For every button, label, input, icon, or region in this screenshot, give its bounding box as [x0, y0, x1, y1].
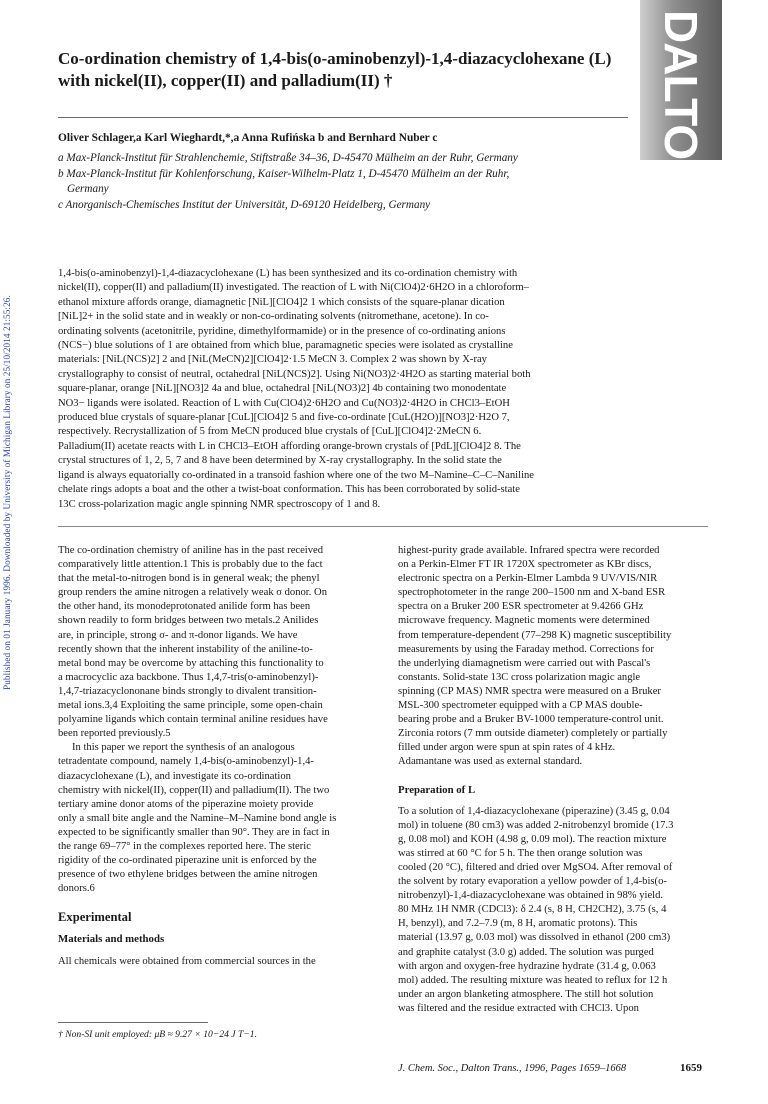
text-line: nitrobenzyl)-1,4-diazacyclohexane was obtained in 98% yield. [398, 890, 664, 902]
text-line: polyamine ligands which contain terminal aniline residues have [58, 714, 328, 726]
text-line: diazacyclohexane (L), and investigate its co-ordination [58, 770, 291, 782]
text-line: and graphite catalyst (3.0 g) added. The solution was purged [398, 946, 654, 958]
journal-tab [640, 0, 722, 192]
abstract-line: produced blue crystals of square-planar [CuL][ClO4]2 5 and five-co-ordinate [CuL(H2O)][NO3]2·H2O 7, [58, 412, 510, 424]
author-list: Oliver Schlager,a Karl Wieghardt,*,a Anna Rufińska b and Bernhard Nuber c [58, 132, 438, 144]
text-line: the underlying diamagnetism were carried out with Pascal's [398, 657, 651, 669]
text-line: MSL-300 spectrometer equipped with a CP MAS double- [398, 700, 643, 712]
abstract-line: ethanol mixture affords orange, diamagnetic [NiL][ClO4]2 1 which consists of the square-planar dication [58, 296, 505, 308]
affiliations [58, 151, 648, 213]
affiliation-line: a Max-Planck-Institut für Strahlenchemie, Stiftstraße 34–36, D-45470 Mülheim an der Ruhr, Germany [58, 152, 518, 164]
abstract-line: ordinating solvents (acetonitrile, pyridine, dimethylformamide) or in the presence of co-ordinating anions [58, 325, 506, 337]
abstract-line: 13C cross-polarization magic angle spinning NMR spectroscopy of 1 and 8. [58, 498, 381, 510]
journal-reference: J. Chem. Soc., Dalton Trans., 1996, Pages 1659–1668 [398, 1063, 627, 1074]
text-line: mol) added. The resulting mixture was heated to reflux for 12 h [398, 974, 668, 986]
abstract-line: ligand is always equatorially co-ordinated in a transoid fashion where one of the two M–Namine–C–C–Naniline [58, 469, 535, 481]
abstract-line: [NiL]2+ in the solid state and in weakly or non-co-ordinating solvents (nitromethane, acetone). In co- [58, 311, 489, 323]
abstract [58, 267, 708, 512]
abstract-line: (NCS−) blue solutions of 1 are obtained from which blue, paramagnetic species were isolated as crystalline [58, 340, 513, 352]
abstract-line: 1,4-bis(o-aminobenzyl)-1,4-diazacyclohexane (L) has been synthesized and its co-ordination chemistry with [58, 268, 518, 279]
abstract-line: materials: [NiL(NCS)2] 2 and [NiL(MeCN)2][ClO4]2·1.5 MeCN 3. Complex 2 was shown by X-ray [58, 354, 487, 366]
section-heading: Experimental [58, 910, 132, 925]
text-line: Zirconia rotors (7 mm outside diameter) completely or partially [398, 728, 668, 740]
text-line: electronic spectra on a Perkin-Elmer Lambda 9 UV/VIS/NIR [398, 573, 658, 585]
text-line: are, in principle, strong σ- and π-donor ligands. We have [58, 629, 298, 641]
text-line: metal bond may be overcome by attaching this functionality to [58, 657, 324, 669]
text-line: mol) in toluene (80 cm3) was added 2-nitrobenzyl bromide (17.3 [398, 819, 674, 831]
text-line: was stirred at 60 °C for 5 h. The then orange solution was [398, 847, 643, 859]
text-line: on a Perkin-Elmer FT IR 1720X spectrometer as KBr discs, [398, 559, 652, 571]
affiliation-line: c Anorganisch-Chemisches Institut der Universität, D-69120 Heidelberg, Germany [58, 198, 431, 211]
text-line: In this paper we report the synthesis of an analogous [72, 742, 295, 754]
subsection-heading: Materials and methods [58, 933, 165, 946]
text-line: measurements by using the Faraday method. Corrections for [398, 643, 654, 655]
affiliation-line: b Max-Planck-Institut für Kohlenforschung, Kaiser-Wilhelm-Platz 1, D-45470 Mülheim an der Ruhr, [58, 167, 510, 180]
text-line: H, benzyl), and 7.2–7.9 (m, 8 H, aromatic protons). This [398, 918, 638, 930]
abstract-line: square-planar, orange [NiL][NO3]2 4a and blue, octahedral [NiL(NO3)2] 4b containing two monodentate [58, 383, 507, 395]
text-line: rigidity of the co-ordinated piperazine unit is enforced by the [58, 855, 317, 867]
text-line: with argon and oxygen-free hydrazine hydrate (31.4 g, 0.063 [398, 960, 656, 972]
text-line: material (13.97 g, 0.03 mol) was dissolved in ethanol (200 cm3) [398, 932, 671, 944]
abstract-line: respectively. Recrystallization of 5 from MeCN produced blue crystals of [CuL][ClO4]2·2MeCN 6. [58, 426, 482, 438]
text-line: chemistry with nickel(II), copper(II) and palladium(II). The two [58, 784, 330, 796]
footnote: † Non-SI unit employed: μB ≈ 9.27 × 10−24 J T−1. [58, 1029, 257, 1040]
page-number: 1659 [680, 1062, 702, 1074]
abstract-line: crystal structures of 1, 2, 5, 7 and 8 have been determined by X-ray crystallography. In the solid state the [58, 455, 502, 467]
text-line: 1,4,7-triazacyclononane binds strongly to divalent transition- [58, 685, 317, 697]
text-line: 80 MHz 1H NMR (CDCl3): δ 2.4 (s, 8 H, CH2CH2), 3.75 (s, 4 [398, 904, 667, 916]
text-line: recently shown that the inherent instability of the aniline-to- [58, 643, 313, 655]
text-line: shown readily to form bridges between two metals.2 Anilides [58, 615, 319, 627]
text-line: the solvent by rotary evaporation a yellow powder of 1,4-bis(o- [398, 876, 667, 888]
text-line: The co-ordination chemistry of aniline has in the past received [58, 545, 324, 556]
preparation-paragraph [398, 805, 712, 1016]
journal-tab-label: DALTON [655, 10, 707, 192]
text-line: tertiary amine donor atoms of the piperazine moiety provide [58, 798, 314, 810]
abstract-line: crystallography to consist of neutral, octahedral [NiL(NCS)2]. Using Ni(NO3)2·4H2O as starting material both [58, 368, 531, 380]
text-line: spectra on a Bruker 200 ESR spectrometer at 9.4266 GHz [398, 601, 644, 613]
text-line: was filtered and the residue extracted with CHCl3. Upon [398, 1002, 639, 1014]
methods-paragraph [398, 544, 712, 770]
text-line: g, 0.08 mol) and KOH (4.98 g, 0.09 mol). The reaction mixture [398, 833, 667, 845]
publication-stamp: Published on 01 January 1996. Downloaded by University of Michigan Library on 25/10/2014 21:55:26. [2, 295, 12, 690]
text-line: been reported previously.5 [58, 728, 171, 740]
text-line: bearing probe and a Bruker BV-1000 temperature-control unit. [398, 714, 664, 726]
abstract-line: Palladium(II) acetate reacts with L in CHCl3–EtOH affording orange-brown crystals of [PdL][ClO4]2 8. The [58, 440, 521, 452]
text-line: comparatively little attention.1 This is probably due to the fact [58, 559, 323, 571]
text-line: that the metal-to-nitrogen bond is in general weak; the phenyl [58, 573, 320, 585]
subsection-heading: Preparation of L [398, 783, 476, 796]
text-line: All chemicals were obtained from commercial sources in the [58, 955, 316, 967]
text-line: from temperature-dependent (77–298 K) magnetic susceptibility [398, 629, 672, 641]
abstract-line: chelate rings adopts a boat and the other a twist-boat conformation. This has been corroborated by solid-state [58, 484, 520, 496]
text-line: filled under argon were spun at spin rates of 4 kHz. [398, 742, 616, 754]
text-line: expected to be significantly smaller than 90°. They are in fact in [58, 826, 330, 838]
materials-paragraph [58, 955, 371, 969]
left-column [58, 544, 371, 969]
text-line: presence of two ethylene bridges between the amine nitrogen [58, 869, 318, 881]
article-title: Co-ordination chemistry of 1,4-bis(o-aminobenzyl)-1,4-diazacyclohexane (L) with nickel(II), copper(II) and palladium(II) † [58, 49, 612, 90]
abstract-line: nickel(II), copper(II) and palladium(II) investigated. The reaction of L with Ni(ClO4)2·6H2O in a chloroform– [58, 282, 529, 294]
text-line: metal ions.3,4 Exploiting the same principle, some open-chain [58, 700, 323, 712]
abstract-line: NO3− ligands were isolated. Reaction of L with Cu(ClO4)2·6H2O and Cu(NO3)2·4H2O in CHCl3–EtOH [58, 397, 510, 409]
text-line: highest-purity grade available. Infrared spectra were recorded [398, 545, 660, 556]
text-line: Adamantane was used as external standard. [398, 756, 583, 768]
right-column [398, 544, 712, 1016]
text-line: To a solution of 1,4-diazacyclohexane (piperazine) (3.45 g, 0.04 [398, 805, 670, 817]
text-line: a macrocyclic aza backbone. Thus 1,4,7-tris(o-aminobenzyl)- [58, 671, 319, 683]
text-line: the other hand, its monodeprotonated anilide form has been [58, 601, 311, 613]
text-line: only a small bite angle and the Namine–M–Namine bond angle is [58, 812, 337, 824]
text-line: under an argon blanketing atmosphere. The still hot solution [398, 988, 654, 1000]
introduction-paragraph [58, 544, 371, 741]
text-line: spinning (CP MAS) NMR spectra were measured on a Bruker [398, 685, 661, 697]
text-line: spectrophotometer in the range 200–1500 nm and X-band ESR [398, 587, 666, 599]
footnote-divider [58, 1022, 208, 1023]
title-divider [58, 117, 628, 118]
text-line: constants. Solid-state 13C cross polarization magic angle [398, 671, 641, 683]
text-line: cooled (20 °C), filtered and dried over MgSO4. After removal of [398, 861, 673, 873]
text-line: donors.6 [58, 883, 95, 895]
text-line: tetradentate compound, namely 1,4-bis(o-aminobenzyl)-1,4- [58, 756, 314, 768]
text-line: the range 69–77° in the complexes reported here. The steric [58, 840, 311, 852]
affiliation-line: Germany [67, 183, 109, 196]
introduction-paragraph [58, 741, 371, 896]
text-line: group renders the amine nitrogen a relatively weak σ donor. On [58, 587, 327, 599]
abstract-divider [58, 526, 708, 527]
text-line: microwave frequency. Magnetic moments were determined [398, 615, 650, 627]
